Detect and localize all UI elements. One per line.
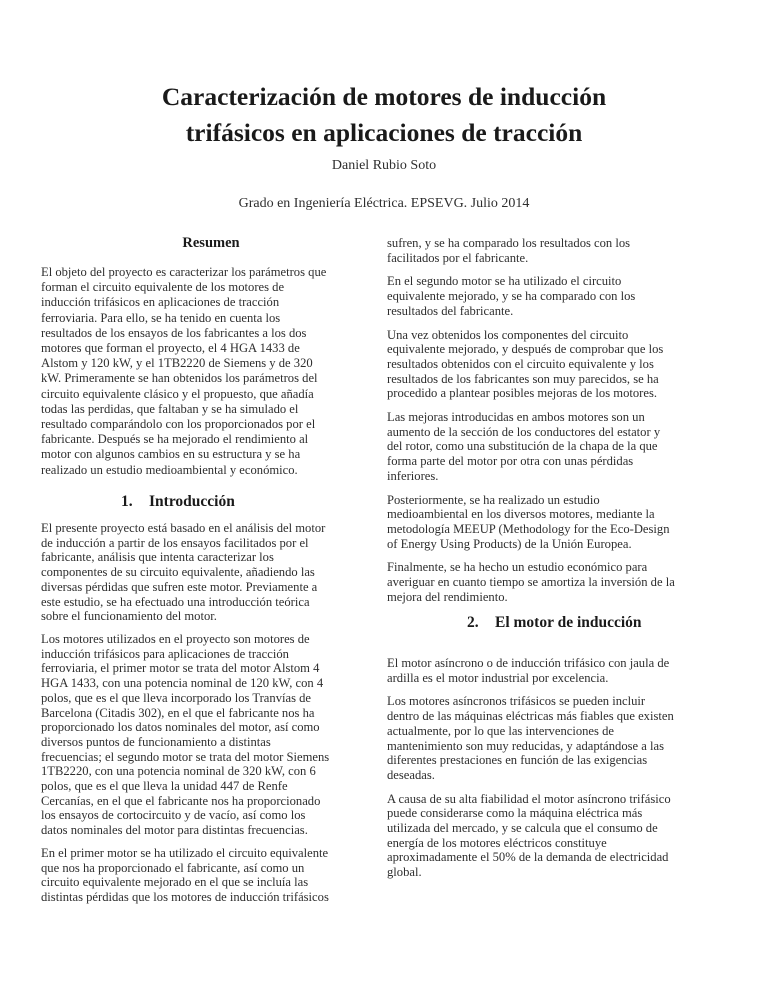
text-line: este estudio, se ha efectuado una introducción teórica bbox=[41, 594, 310, 609]
text-line: inducción trifásicos en aplicaciones de tracción bbox=[41, 295, 280, 310]
abstract-paragraph bbox=[41, 265, 381, 478]
intro-paragraph bbox=[387, 328, 732, 402]
text-line: datos nominales del motor para distintas frecuencias. bbox=[41, 823, 308, 838]
title-line: Caracterización de motores de inducción bbox=[161, 82, 607, 111]
text-line: averiguar en cuanto tiempo se amortiza la inversión de la bbox=[387, 575, 675, 590]
intro-paragraph bbox=[387, 274, 732, 318]
section-1-heading bbox=[41, 492, 381, 511]
text-line: Los motores utilizados en el proyecto son motores de bbox=[41, 632, 310, 646]
text-line: puede considerarse como la máquina eléctrica más bbox=[387, 806, 643, 821]
text-line: HGA 1433, con una potencia nominal de 120 kW, con 4 bbox=[41, 676, 324, 691]
text-line: global. bbox=[387, 865, 422, 880]
text-line: Cercanías, en el que el fabricante nos ha proporcionado bbox=[41, 793, 321, 808]
text-line: Finalmente, se ha hecho un estudio económico para bbox=[387, 560, 648, 575]
text-line: A causa de su alta fiabilidad el motor asíncrono trifásico bbox=[387, 791, 671, 806]
text-line: medioambiental en los diversos motores, mediante la bbox=[387, 507, 655, 522]
text-line: Barcelona (Citadis 302), en el que el fabricante nos ha bbox=[41, 705, 315, 720]
text-line: of Energy Using Products) de la Unión Europea. bbox=[387, 536, 632, 551]
text-line: los ensayos de cortocircuito y de vacío, así como los bbox=[41, 808, 306, 823]
text-line: facilitados por el fabricante. bbox=[387, 250, 529, 265]
text-line: Una vez obtenidos los componentes del circuito bbox=[387, 327, 629, 342]
intro-paragraph bbox=[41, 846, 381, 905]
text-line: circuito equivalente clásico y el propuesto, que añadía bbox=[41, 386, 314, 401]
text-line: diferentes prestaciones en función de las exigencias bbox=[387, 753, 648, 768]
text-line: del rotor, como una substitución de la chapa de la que bbox=[387, 439, 658, 454]
text-line: diversos puntos de funcionamiento a distintas bbox=[41, 734, 271, 749]
intro-paragraph bbox=[387, 493, 732, 552]
text-line: resultados de los ensayos de los fabricantes a los dos bbox=[41, 325, 307, 340]
title-line: trifásicos en aplicaciones de tracción bbox=[185, 118, 583, 147]
text-line: El objeto del proyecto es caracterizar los parámetros que bbox=[41, 265, 327, 279]
text-line: Las mejoras introducidas en ambos motores son un bbox=[387, 410, 645, 425]
text-line: mejora del rendimiento. bbox=[387, 589, 508, 604]
text-line: forma parte del motor por otra con unas pérdidas bbox=[387, 454, 634, 469]
text-line: deseadas. bbox=[387, 767, 435, 782]
text-line: que nos ha proporcionado el fabricante, así como un bbox=[41, 860, 305, 875]
text-line: equivalente mejorado, y se ha comparado con los bbox=[387, 289, 636, 304]
section-2-body bbox=[387, 656, 732, 880]
text-line: En el segundo motor se ha utilizado el circuito bbox=[387, 274, 622, 289]
text-line: ferroviaria. Para ello, se ha tenido en cuenta los bbox=[41, 310, 281, 325]
text-line: resultado comparándolo con los proporcionados por el bbox=[41, 417, 316, 432]
text-line: diversas pérdidas que sufren este motor. Previamente a bbox=[41, 579, 318, 594]
text-line: circuito equivalente mejorado en el que se incluía las bbox=[41, 875, 309, 890]
text-line: procedido a plantear posibles mejoras de los motores. bbox=[387, 386, 657, 401]
text-line: mantenimiento son muy reducidas, y adaptándose a las bbox=[387, 738, 664, 753]
text-line: ardilla es el motor industrial por excelencia. bbox=[387, 670, 609, 685]
section-number: 1. bbox=[121, 493, 133, 510]
text-line: inducción trifásicos para aplicaciones de tracción bbox=[41, 646, 289, 661]
text-line: componentes de su circuito equivalente, añadiendo las bbox=[41, 565, 315, 580]
text-line: fabricante. Después se ha mejorado el rendimiento al bbox=[41, 432, 309, 447]
abstract-heading: Resumen bbox=[182, 235, 240, 251]
body-paragraph bbox=[387, 792, 732, 880]
intro-paragraph bbox=[41, 632, 381, 838]
paper-title bbox=[0, 79, 768, 151]
text-line: 1TB2220, con una potencia nominal de 320 kW, con 6 bbox=[41, 764, 316, 779]
section-number: 2. bbox=[467, 614, 479, 631]
text-line: sobre el funcionamiento del motor. bbox=[41, 609, 217, 624]
text-line: polos, que es el que lleva la unidad 447 de Renfe bbox=[41, 779, 288, 794]
text-line: sufren, y se ha comparado los resultados con los bbox=[387, 236, 631, 250]
text-line: equivalente mejorado, y después de comprobar que los bbox=[387, 342, 664, 357]
text-line: Los motores asíncronos trifásicos se pueden incluir bbox=[387, 694, 646, 709]
text-line: El motor asíncrono o de inducción trifásico con jaula de bbox=[387, 656, 670, 670]
text-line: El presente proyecto está basado en el análisis del motor bbox=[41, 521, 326, 535]
text-line: distintas pérdidas que los motores de inducción trifásicos bbox=[41, 890, 329, 905]
text-line: proporcionado los datos nominales del motor, así como bbox=[41, 720, 320, 735]
body-paragraph bbox=[387, 656, 732, 685]
intro-paragraph bbox=[387, 560, 732, 604]
section-title: El motor de inducción bbox=[495, 614, 642, 631]
text-line: fabricante, análisis que intenta caracterizar los bbox=[41, 550, 274, 565]
body-paragraph bbox=[387, 694, 732, 782]
intro-continued bbox=[387, 236, 732, 604]
text-line: resultados obtenidos con el circuito equivalente y los bbox=[387, 356, 654, 371]
text-line: kW. Primeramente se han obtenidos los parámetros del bbox=[41, 371, 318, 386]
text-line: motor con algunos cambios en su estructura y se ha bbox=[41, 447, 301, 462]
text-line: ferroviaria, el primer motor se trata del motor Alstom 4 bbox=[41, 661, 320, 676]
text-line: actualmente, por lo que las intervenciones de bbox=[387, 723, 614, 738]
text-line: resultados del fabricante. bbox=[387, 303, 514, 318]
text-line: forman el circuito equivalente de los motores de bbox=[41, 280, 285, 295]
section-2-heading bbox=[387, 613, 732, 632]
text-line: aproximadamente el 50% de la demanda de electricidad bbox=[387, 850, 669, 865]
section-title: Introducción bbox=[149, 493, 235, 510]
text-line: realizado un estudio medioambiental y económico. bbox=[41, 462, 298, 477]
text-line: dentro de las máquinas eléctricas más fiables que existen bbox=[387, 709, 674, 724]
text-line: frecuencias; el segundo motor se trata del motor Siemens bbox=[41, 749, 330, 764]
text-line: motores que forman el proyecto, el 4 HGA 1433 de bbox=[41, 341, 300, 356]
text-line: resultados de los fabricantes son muy parecidos, se ha bbox=[387, 371, 659, 386]
text-line: energía de los motores eléctricos constituye bbox=[387, 835, 607, 850]
text-line: Posteriormente, se ha realizado un estudio bbox=[387, 492, 600, 507]
text-line: metodología MEEUP (Methodology for the Eco-Design bbox=[387, 521, 670, 536]
intro-paragraph bbox=[387, 236, 732, 265]
affiliation: Grado en Ingeniería Eléctrica. EPSEVG. Julio 2014 bbox=[238, 196, 530, 211]
text-line: inferiores. bbox=[387, 468, 439, 483]
text-line: Alstom y 120 kW, y el 1TB2220 de Siemens y de 320 bbox=[41, 356, 313, 371]
text-line: todas las perdidas, que faltaban y se ha simulado el bbox=[41, 401, 299, 416]
intro-paragraph bbox=[41, 521, 381, 624]
text-line: utilizada del mercado, y se calcula que el consumo de bbox=[387, 821, 658, 836]
text-line: de inducción a partir de los ensayos facilitados por el bbox=[41, 535, 309, 550]
text-line: En el primer motor se ha utilizado el circuito equivalente bbox=[41, 846, 329, 860]
text-line: aumento de la sección de los conductores del estator y bbox=[387, 424, 661, 439]
text-line: polos, que es el que lleva incorporado los Tranvías de bbox=[41, 690, 312, 705]
intro-paragraph bbox=[387, 410, 732, 484]
author: Daniel Rubio Soto bbox=[331, 158, 437, 173]
